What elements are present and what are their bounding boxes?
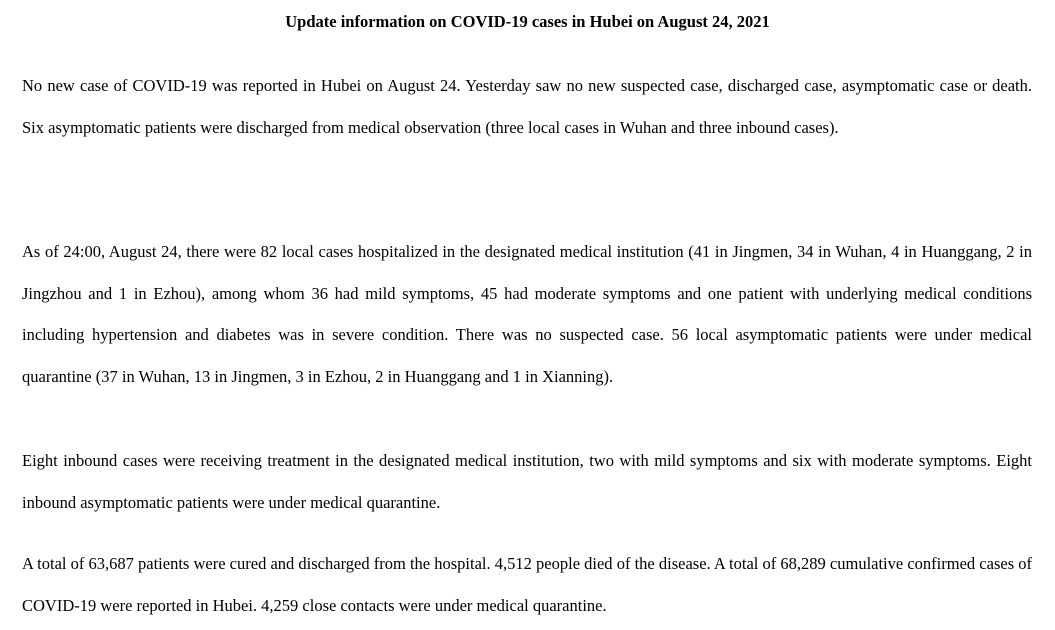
paragraph-new-cases: No new case of COVID-19 was reported in Hubei on August 24. Yesterday saw no new suspected case, discharged case, asymptomatic case or death. Six asymptomatic patients were discharged from medical observation (three local cases in Wuhan and three inbound cases). — [22, 76, 1032, 137]
paragraph-totals: A total of 63,687 patients were cured and discharged from the hospital. 4,512 people died of the disease. A total of 68,289 cumulative confirmed cases of COVID-19 were reported in Hubei. 4,259 close contacts were under medical quarantine. — [22, 554, 1032, 615]
paragraph-local-cases: As of 24:00, August 24, there were 82 local cases hospitalized in the designated medical institution (41 in Jingmen, 34 in Wuhan, 4 in Huanggang, 2 in Jingzhou and 1 in Ezhou), among whom 36 had mild symptoms, 45 had moderate symptoms and one patient with underlying medical conditions including hypertension and diabetes was in severe condition. There was no suspected case. 56 local asymptomatic patients were under medical quarantine (37 in Wuhan, 13 in Jingmen, 3 in Ezhou, 2 in Huanggang and 1 in Xianning). — [22, 242, 1032, 386]
document-title: Update information on COVID-19 cases in Hubei on August 24, 2021 — [285, 12, 770, 31]
paragraph-inbound-cases: Eight inbound cases were receiving treatment in the designated medical institution, two with mild symptoms and six with moderate symptoms. Eight inbound asymptomatic patients were under medical quarantine. — [22, 451, 1032, 512]
